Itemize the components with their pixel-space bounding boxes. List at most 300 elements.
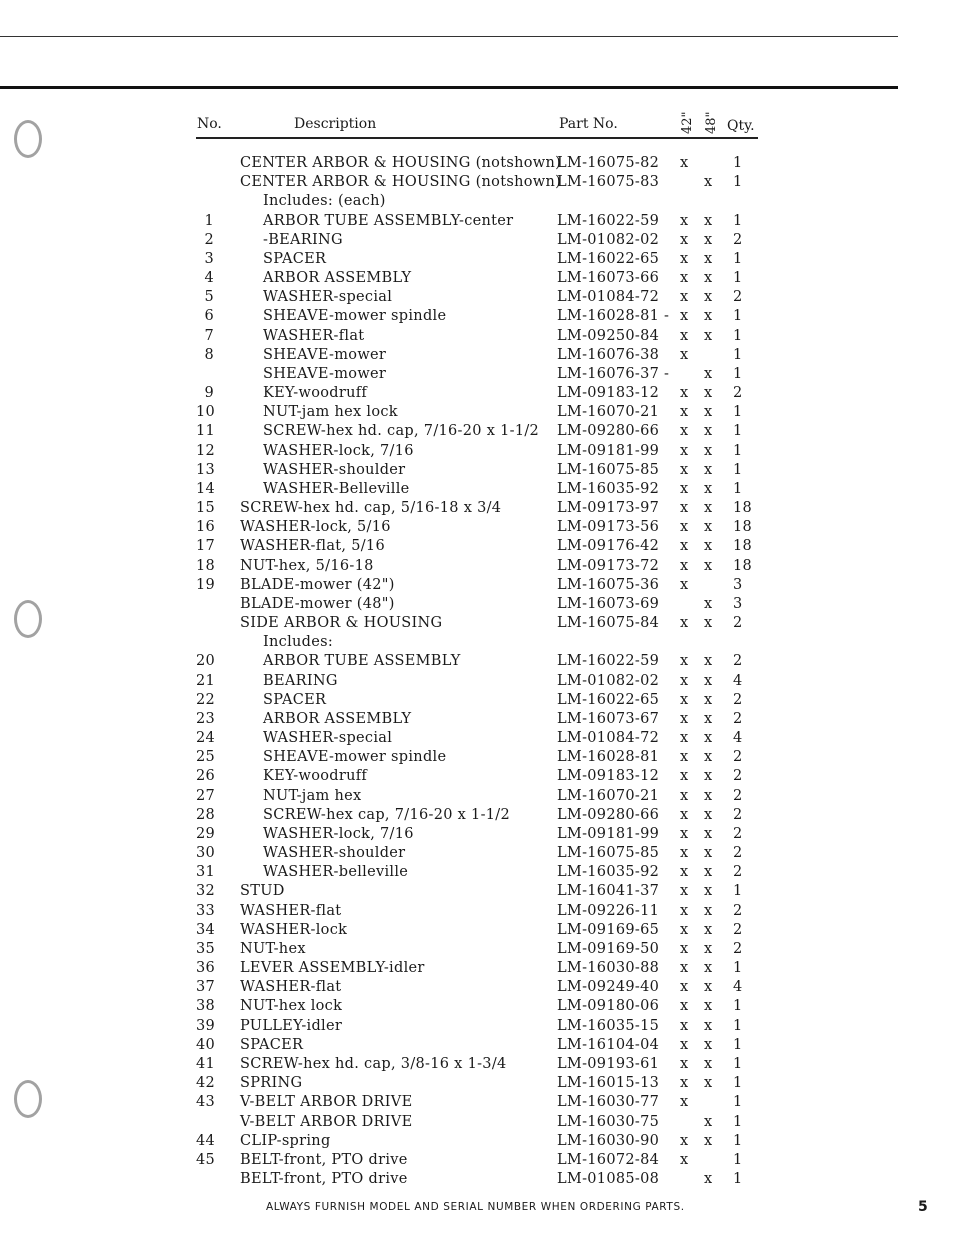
row-part-number: LM-09181-99: [557, 443, 660, 459]
row-part-number: LM-16030-77: [557, 1094, 660, 1110]
row-number: 30: [196, 845, 216, 861]
row-description: SCREW-hex hd. cap, 5/16-18 x 3/4: [240, 500, 502, 516]
row-description: STUD: [240, 883, 285, 899]
row-fits-48: x: [704, 289, 713, 305]
row-fits-48: x: [704, 385, 713, 401]
row-number: 15: [196, 500, 216, 516]
row-quantity: 2: [733, 807, 743, 823]
column-header-48: 48": [704, 111, 719, 134]
row-description: ARBOR ASSEMBLY: [263, 711, 412, 727]
table-row: [0, 730, 954, 749]
row-part-number: LM-09280-66: [557, 423, 660, 439]
row-fits-42: x: [680, 653, 689, 669]
row-fits-48: x: [704, 500, 713, 516]
row-description: WASHER-shoulder: [263, 462, 406, 478]
table-row: [0, 864, 954, 883]
row-part-number: LM-16073-69: [557, 596, 660, 612]
table-row: [0, 1114, 954, 1133]
row-fits-48: x: [704, 749, 713, 765]
row-number: 6: [204, 308, 214, 324]
table-row: [0, 692, 954, 711]
row-number: 18: [196, 558, 216, 574]
row-quantity: 1: [733, 213, 743, 229]
row-part-number: LM-16022-59: [557, 213, 660, 229]
row-description: WASHER-shoulder: [263, 845, 406, 861]
row-fits-48: x: [704, 213, 713, 229]
row-number: 1: [204, 213, 214, 229]
row-number: 33: [196, 903, 216, 919]
row-number: 9: [204, 385, 214, 401]
row-fits-48: x: [704, 673, 713, 689]
row-quantity: 1: [733, 1171, 743, 1187]
table-row: [0, 998, 954, 1017]
row-number: 12: [196, 443, 216, 459]
table-row: [0, 308, 954, 327]
row-quantity: 18: [733, 519, 753, 535]
table-row: [0, 749, 954, 768]
row-description: NUT-hex, 5/16-18: [240, 558, 374, 574]
row-quantity: 2: [733, 864, 743, 880]
table-row: [0, 232, 954, 251]
row-description: NUT-hex lock: [240, 998, 343, 1014]
row-fits-42: x: [680, 845, 689, 861]
table-row: [0, 845, 954, 864]
table-row: [0, 519, 954, 538]
row-fits-48: x: [704, 1133, 713, 1149]
table-row: [0, 615, 954, 634]
row-fits-48: x: [704, 328, 713, 344]
row-number: 27: [196, 788, 216, 804]
row-fits-48: x: [704, 807, 713, 823]
row-quantity: 1: [733, 960, 743, 976]
row-fits-48: x: [704, 730, 713, 746]
binder-hole-icon: [14, 120, 42, 158]
row-description: SCREW-hex hd. cap, 3/8-16 x 1-3/4: [240, 1056, 507, 1072]
row-fits-48: x: [704, 864, 713, 880]
row-number: 16: [196, 519, 216, 535]
row-quantity: 2: [733, 768, 743, 784]
row-fits-48: x: [704, 788, 713, 804]
row-description: NUT-jam hex: [263, 788, 362, 804]
table-row: [0, 922, 954, 941]
row-part-number: LM-16075-85: [557, 462, 660, 478]
table-row: [0, 328, 954, 347]
row-description: SHEAVE-mower spindle: [263, 308, 447, 324]
row-number: 21: [196, 673, 216, 689]
row-number: 34: [196, 922, 216, 938]
row-quantity: 3: [733, 596, 743, 612]
row-description: WASHER-special: [263, 289, 393, 305]
row-number: 39: [196, 1018, 216, 1034]
row-description: ARBOR TUBE ASSEMBLY: [263, 653, 461, 669]
row-description: WASHER-lock, 7/16: [263, 443, 414, 459]
row-part-number: LM-16075-82: [557, 155, 660, 171]
row-part-number: LM-09183-12: [557, 385, 660, 401]
row-description: ARBOR TUBE ASSEMBLY-center: [263, 213, 514, 229]
row-number: 37: [196, 979, 216, 995]
row-quantity: 1: [733, 308, 743, 324]
row-description: SCREW-hex hd. cap, 7/16-20 x 1-1/2: [263, 423, 540, 439]
row-fits-42: x: [680, 213, 689, 229]
row-part-number: LM-16041-37: [557, 883, 660, 899]
row-number: 2: [204, 232, 214, 248]
row-quantity: 1: [733, 443, 743, 459]
table-row: [0, 979, 954, 998]
row-fits-42: x: [680, 1075, 689, 1091]
table-row: [0, 1018, 954, 1037]
row-fits-48: x: [704, 366, 713, 382]
row-description: BELT-front, PTO drive: [240, 1152, 408, 1168]
row-description: KEY-woodruff: [263, 768, 368, 784]
row-description: WASHER-Belleville: [263, 481, 410, 497]
row-number: 14: [196, 481, 216, 497]
row-description: WASHER-flat, 5/16: [240, 538, 385, 554]
row-fits-48: x: [704, 481, 713, 497]
row-quantity: 1: [733, 1094, 743, 1110]
table-row: [0, 1171, 954, 1190]
row-quantity: 2: [733, 941, 743, 957]
table-row: [0, 960, 954, 979]
table-row: [0, 538, 954, 557]
row-fits-48: x: [704, 308, 713, 324]
row-fits-48: x: [704, 826, 713, 842]
row-fits-42: x: [680, 308, 689, 324]
table-row: [0, 462, 954, 481]
row-description: SIDE ARBOR & HOUSING: [240, 615, 443, 631]
row-part-number: LM-16035-15: [557, 1018, 660, 1034]
row-fits-42: x: [680, 749, 689, 765]
row-description: CLIP-spring: [240, 1133, 331, 1149]
column-header-42: 42": [680, 111, 695, 134]
row-fits-42: x: [680, 232, 689, 248]
column-header-no: No.: [197, 116, 222, 132]
row-fits-42: x: [680, 404, 689, 420]
table-row: [0, 596, 954, 615]
row-quantity: 1: [733, 174, 743, 190]
column-header-part-no: Part No.: [559, 116, 618, 132]
row-quantity: 1: [733, 1075, 743, 1091]
row-number: 17: [196, 538, 216, 554]
row-description: SPRING: [240, 1075, 303, 1091]
footer-note: ALWAYS FURNISH MODEL AND SERIAL NUMBER WHEN ORDERING PARTS.: [266, 1201, 685, 1213]
row-part-number: LM-01084-72: [557, 730, 660, 746]
row-description: ARBOR ASSEMBLY: [263, 270, 412, 286]
row-quantity: 1: [733, 1018, 743, 1034]
row-part-number: LM-09226-11: [557, 903, 660, 919]
table-row: [0, 155, 954, 174]
row-quantity: 2: [733, 615, 743, 631]
table-row: [0, 174, 954, 193]
table-row: [0, 193, 954, 212]
row-quantity: 1: [733, 155, 743, 171]
row-number: 8: [204, 347, 214, 363]
row-fits-48: x: [704, 883, 713, 899]
row-part-number: LM-09181-99: [557, 826, 660, 842]
row-fits-42: x: [680, 577, 689, 593]
row-part-number: LM-09180-06: [557, 998, 660, 1014]
row-fits-42: x: [680, 941, 689, 957]
row-fits-42: x: [680, 558, 689, 574]
table-row: [0, 558, 954, 577]
row-fits-42: x: [680, 289, 689, 305]
row-fits-42: x: [680, 385, 689, 401]
row-description: WASHER-lock, 5/16: [240, 519, 391, 535]
row-fits-42: x: [680, 270, 689, 286]
row-fits-42: x: [680, 692, 689, 708]
row-number: 19: [196, 577, 216, 593]
row-fits-42: x: [680, 788, 689, 804]
row-fits-42: x: [680, 807, 689, 823]
row-number: 45: [196, 1152, 216, 1168]
row-fits-48: x: [704, 941, 713, 957]
row-number: 23: [196, 711, 216, 727]
table-header-rule: [196, 137, 758, 139]
table-row: [0, 289, 954, 308]
row-number: 31: [196, 864, 216, 880]
row-description: SPACER: [263, 251, 327, 267]
row-fits-48: x: [704, 1171, 713, 1187]
row-part-number: LM-16070-21: [557, 404, 660, 420]
row-description: V-BELT ARBOR DRIVE: [240, 1094, 413, 1110]
row-number: 38: [196, 998, 216, 1014]
row-number: 40: [196, 1037, 216, 1053]
row-number: 13: [196, 462, 216, 478]
row-fits-48: x: [704, 1114, 713, 1130]
row-quantity: 1: [733, 366, 743, 382]
row-part-number: LM-16075-36: [557, 577, 660, 593]
row-fits-42: x: [680, 1056, 689, 1072]
row-fits-42: x: [680, 883, 689, 899]
row-number: 26: [196, 768, 216, 784]
table-row: [0, 711, 954, 730]
table-row: [0, 577, 954, 596]
table-row: [0, 653, 954, 672]
row-description: V-BELT ARBOR DRIVE: [240, 1114, 413, 1130]
row-fits-42: x: [680, 711, 689, 727]
row-fits-48: x: [704, 1075, 713, 1091]
row-fits-48: x: [704, 538, 713, 554]
row-quantity: 2: [733, 385, 743, 401]
row-quantity: 18: [733, 500, 753, 516]
row-quantity: 1: [733, 1114, 743, 1130]
row-quantity: 18: [733, 538, 753, 554]
row-fits-48: x: [704, 845, 713, 861]
row-fits-48: x: [704, 768, 713, 784]
table-row: [0, 1037, 954, 1056]
row-part-number: LM-16022-59: [557, 653, 660, 669]
row-fits-42: x: [680, 1037, 689, 1053]
row-fits-48: x: [704, 251, 713, 267]
page-number: 5: [918, 1199, 928, 1215]
row-fits-42: x: [680, 1094, 689, 1110]
row-fits-42: x: [680, 864, 689, 880]
row-fits-48: x: [704, 232, 713, 248]
row-fits-48: x: [704, 404, 713, 420]
row-number: 24: [196, 730, 216, 746]
row-part-number: LM-16028-81: [557, 749, 660, 765]
row-part-number: LM-16076-37 -: [557, 366, 670, 382]
row-description: Includes: (each): [263, 193, 386, 209]
row-part-number: LM-09280-66: [557, 807, 660, 823]
row-quantity: 2: [733, 232, 743, 248]
row-fits-42: x: [680, 1152, 689, 1168]
row-number: 5: [204, 289, 214, 305]
row-quantity: 18: [733, 558, 753, 574]
row-part-number: LM-09173-97: [557, 500, 660, 516]
row-description: WASHER-flat: [240, 979, 342, 995]
row-fits-48: x: [704, 692, 713, 708]
row-fits-42: x: [680, 673, 689, 689]
row-description: NUT-hex: [240, 941, 306, 957]
table-row: [0, 385, 954, 404]
row-description: WASHER-special: [263, 730, 393, 746]
row-quantity: 1: [733, 1133, 743, 1149]
row-fits-42: x: [680, 1133, 689, 1149]
row-quantity: 2: [733, 922, 743, 938]
row-fits-48: x: [704, 596, 713, 612]
row-description: SHEAVE-mower: [263, 366, 387, 382]
row-part-number: LM-09250-84: [557, 328, 660, 344]
row-part-number: LM-16073-67: [557, 711, 660, 727]
row-quantity: 1: [733, 883, 743, 899]
row-fits-42: x: [680, 903, 689, 919]
row-quantity: 2: [733, 788, 743, 804]
row-number: 42: [196, 1075, 216, 1091]
row-part-number: LM-16075-84: [557, 615, 660, 631]
table-row: [0, 673, 954, 692]
row-fits-48: x: [704, 462, 713, 478]
row-description: KEY-woodruff: [263, 385, 368, 401]
row-fits-42: x: [680, 615, 689, 631]
row-part-number: LM-16070-21: [557, 788, 660, 804]
row-quantity: 1: [733, 404, 743, 420]
row-fits-42: x: [680, 922, 689, 938]
row-description: WASHER-belleville: [263, 864, 409, 880]
row-fits-42: x: [680, 423, 689, 439]
row-quantity: 1: [733, 347, 743, 363]
row-description: CENTER ARBOR & HOUSING (notshown): [240, 174, 562, 190]
table-row: [0, 443, 954, 462]
row-number: 7: [204, 328, 214, 344]
row-description: BEARING: [263, 673, 338, 689]
row-fits-48: x: [704, 615, 713, 631]
row-part-number: LM-16022-65: [557, 692, 660, 708]
table-row: [0, 1056, 954, 1075]
row-number: 29: [196, 826, 216, 842]
row-fits-48: x: [704, 1037, 713, 1053]
table-row: [0, 1133, 954, 1152]
row-quantity: 2: [733, 692, 743, 708]
table-row: [0, 500, 954, 519]
table-row: [0, 481, 954, 500]
row-description: WASHER-flat: [240, 903, 342, 919]
row-fits-48: x: [704, 1018, 713, 1034]
row-fits-42: x: [680, 1018, 689, 1034]
row-quantity: 2: [733, 711, 743, 727]
row-fits-48: x: [704, 979, 713, 995]
row-fits-42: x: [680, 768, 689, 784]
row-description: -BEARING: [263, 232, 343, 248]
row-description: WASHER-lock, 7/16: [263, 826, 414, 842]
top-rule: [0, 36, 898, 37]
table-row: [0, 404, 954, 423]
row-quantity: 3: [733, 577, 743, 593]
table-row: [0, 1152, 954, 1171]
row-quantity: 1: [733, 1152, 743, 1168]
row-number: 35: [196, 941, 216, 957]
row-description: SPACER: [240, 1037, 304, 1053]
table-row: [0, 903, 954, 922]
row-fits-48: x: [704, 558, 713, 574]
row-description: BLADE-mower (42"): [240, 577, 395, 593]
row-number: 20: [196, 653, 216, 669]
table-row: [0, 270, 954, 289]
row-number: 3: [204, 251, 214, 267]
table-row: [0, 634, 954, 653]
row-part-number: LM-09169-65: [557, 922, 660, 938]
row-quantity: 1: [733, 328, 743, 344]
row-fits-42: x: [680, 481, 689, 497]
row-part-number: LM-01082-02: [557, 673, 660, 689]
row-fits-42: x: [680, 443, 689, 459]
row-part-number: LM-16035-92: [557, 864, 660, 880]
row-part-number: LM-16015-13: [557, 1075, 660, 1091]
row-description: SPACER: [263, 692, 327, 708]
table-row: [0, 788, 954, 807]
row-quantity: 1: [733, 1056, 743, 1072]
table-row: [0, 1075, 954, 1094]
row-part-number: LM-09183-12: [557, 768, 660, 784]
row-part-number: LM-16104-04: [557, 1037, 660, 1053]
row-description: LEVER ASSEMBLY-idler: [240, 960, 425, 976]
row-fits-48: x: [704, 519, 713, 535]
row-part-number: LM-09249-40: [557, 979, 660, 995]
row-description: SCREW-hex cap, 7/16-20 x 1-1/2: [263, 807, 511, 823]
table-row: [0, 768, 954, 787]
column-header-description: Description: [294, 116, 377, 132]
row-fits-48: x: [704, 960, 713, 976]
row-part-number: LM-01084-72: [557, 289, 660, 305]
row-number: 25: [196, 749, 216, 765]
row-quantity: 1: [733, 270, 743, 286]
row-description: Includes:: [263, 634, 334, 650]
row-description: BLADE-mower (48"): [240, 596, 395, 612]
row-description: NUT-jam hex lock: [263, 404, 398, 420]
row-part-number: LM-16035-92: [557, 481, 660, 497]
row-description: BELT-front, PTO drive: [240, 1171, 408, 1187]
row-part-number: LM-16022-65: [557, 251, 660, 267]
table-row: [0, 1094, 954, 1113]
row-quantity: 2: [733, 903, 743, 919]
row-quantity: 2: [733, 826, 743, 842]
row-fits-48: x: [704, 443, 713, 459]
row-fits-42: x: [680, 960, 689, 976]
row-quantity: 2: [733, 845, 743, 861]
row-part-number: LM-09169-50: [557, 941, 660, 957]
row-fits-42: x: [680, 998, 689, 1014]
row-fits-42: x: [680, 251, 689, 267]
row-part-number: LM-16075-83: [557, 174, 660, 190]
row-part-number: LM-09173-72: [557, 558, 660, 574]
row-fits-48: x: [704, 423, 713, 439]
row-fits-48: x: [704, 922, 713, 938]
row-quantity: 1: [733, 423, 743, 439]
row-fits-42: x: [680, 519, 689, 535]
row-fits-42: x: [680, 979, 689, 995]
row-number: 10: [196, 404, 216, 420]
row-part-number: LM-09176-42: [557, 538, 660, 554]
row-quantity: 4: [733, 730, 743, 746]
